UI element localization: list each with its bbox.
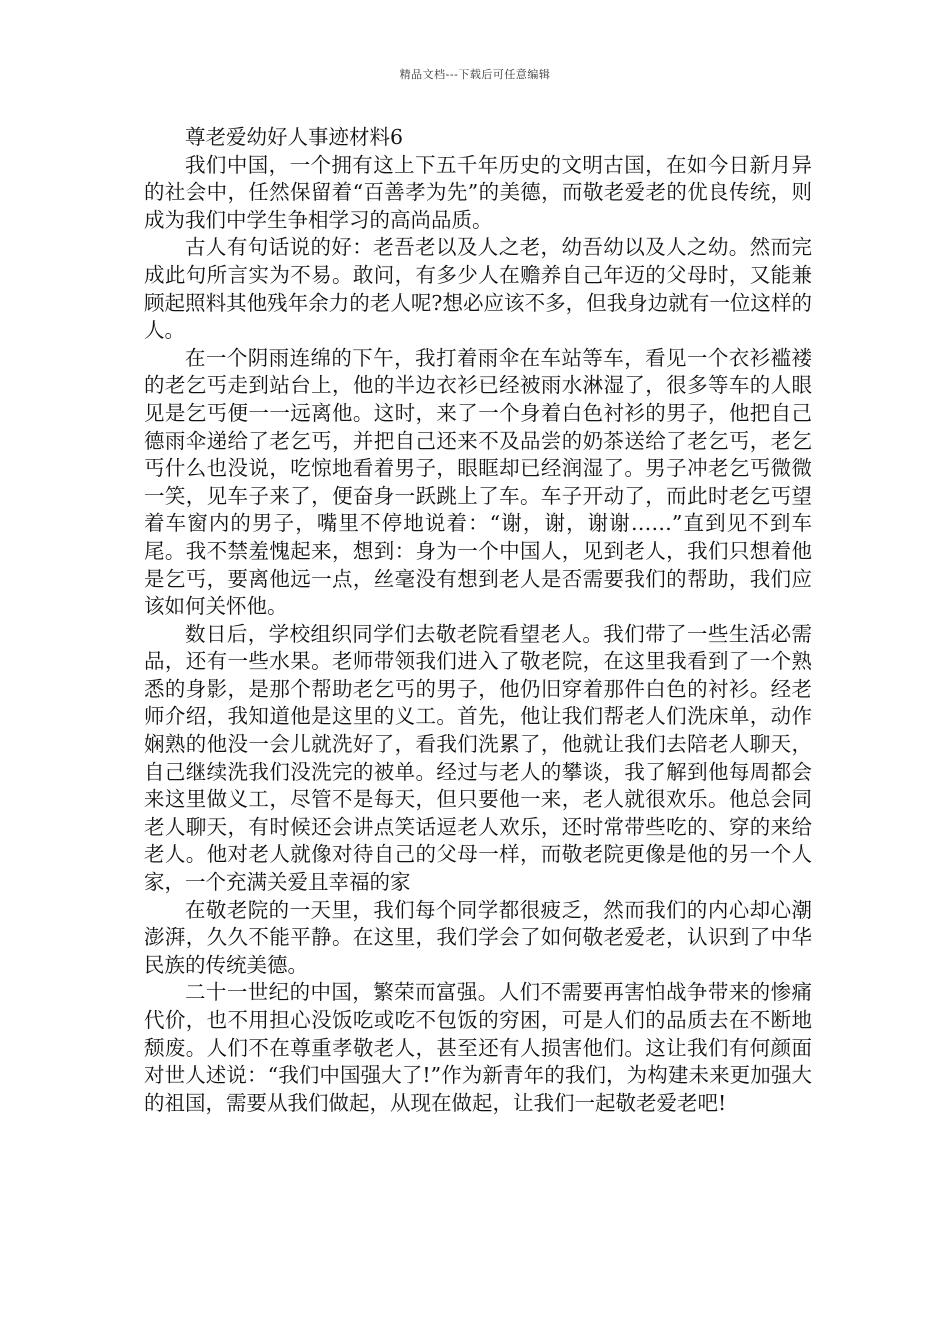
paragraph-intro: 我们中国，一个拥有这上下五千年历史的文明古国，在如今日新月异的社会中，任然保留着“百善孝为先”的美德，而敬老爱老的优良传统，则成为我们中学生争相学习的高尚品质。 — [144, 152, 812, 232]
paragraph-proverb: 古人有句话说的好：老吾老以及人之老，幼吾幼以及人之幼。然而完成此句所言实为不易。敢问，有多少人在赡养自己年迈的父母时，又能兼顾起照料其他残年余力的老人呢?想必应该不多，但我身边就有一位这样的人。 — [144, 235, 812, 343]
paragraph-bus-station: 在一个阴雨连绵的下午，我打着雨伞在车站等车，看见一个衣衫褴褛的老乞丐走到站台上，他的半边衣衫已经被雨水淋湿了，很多等车的人眼见是乞丐便一一远离他。这时，来了一个身着白色衬衫的男子，他把自己德雨伞递给了老乞丐，并把自己还来不及品尝的奶茶送给了老乞丐，老乞丐什么也没说，吃惊地看着男子，眼眶却已经润湿了。男子冲老乞丐微微一笑，见车子来了，便奋身一跃跳上了车。车子开动了，而此时老乞丐望着车窗内的男子，嘴里不停地说着：“谢，谢，谢谢……”直到见不到车尾。我不禁羞愧起来，想到：身为一个中国人，见到老人，我们只想着他是乞丐，要离他远一点，丝毫没有想到老人是否需要我们的帮助，我们应该如何关怀他。 — [144, 345, 812, 619]
paragraph-nursing-home: 数日后，学校组织同学们去敬老院看望老人。我们带了一些生活必需品，还有一些水果。老师带领我们进入了敬老院，在这里我看到了一个熟悉的身影，是那个帮助老乞丐的男子，他仍旧穿着那件白色的衬衫。经老师介绍，我知道他是这里的义工。首先，他让我们帮老人们洗床单，动作娴熟的他没一会儿就洗好了，看我们洗累了，他就让我们去陪老人聊天，自己继续洗我们没洗完的被单。经过与老人的攀谈，我了解到他每周都会来这里做义工，尽管不是每天，但只要他一来，老人就很欢乐。他总会同老人聊天，有时候还会讲点笑话逗老人欢乐，还时常带些吃的、穿的来给老人。他对老人就像对待自己的父母一样，而敬老院更像是他的另一个人家，一个充满关爱且幸福的家 — [144, 621, 812, 895]
document-title: 尊老爱幼好人事迹材料6 — [185, 125, 404, 149]
document-body — [144, 124, 812, 1117]
paragraph-reflection: 在敬老院的一天里，我们每个同学都很疲乏，然而我们的内心却心潮澎湃，久久不能平静。在这里，我们学会了如何敬老爱老，认识到了中华民族的传统美德。 — [144, 897, 812, 977]
paragraph-conclusion: 二十一世纪的中国，繁荣而富强。人们不需要再害怕战争带来的惨痛代价，也不用担心没饭吃或吃不包饭的穷困，可是人们的品质去在不断地颓废。人们不在尊重孝敬老人，甚至还有人损害他们。这让我们有何颜面对世人述说：“我们中国强大了!”作为新青年的我们，为构建未来更加强大的祖国，需要从我们做起，从现在做起，让我们一起敬老爱老吧! — [144, 980, 812, 1115]
page-header: 精品文档---下载后可任意编辑 — [399, 68, 551, 81]
